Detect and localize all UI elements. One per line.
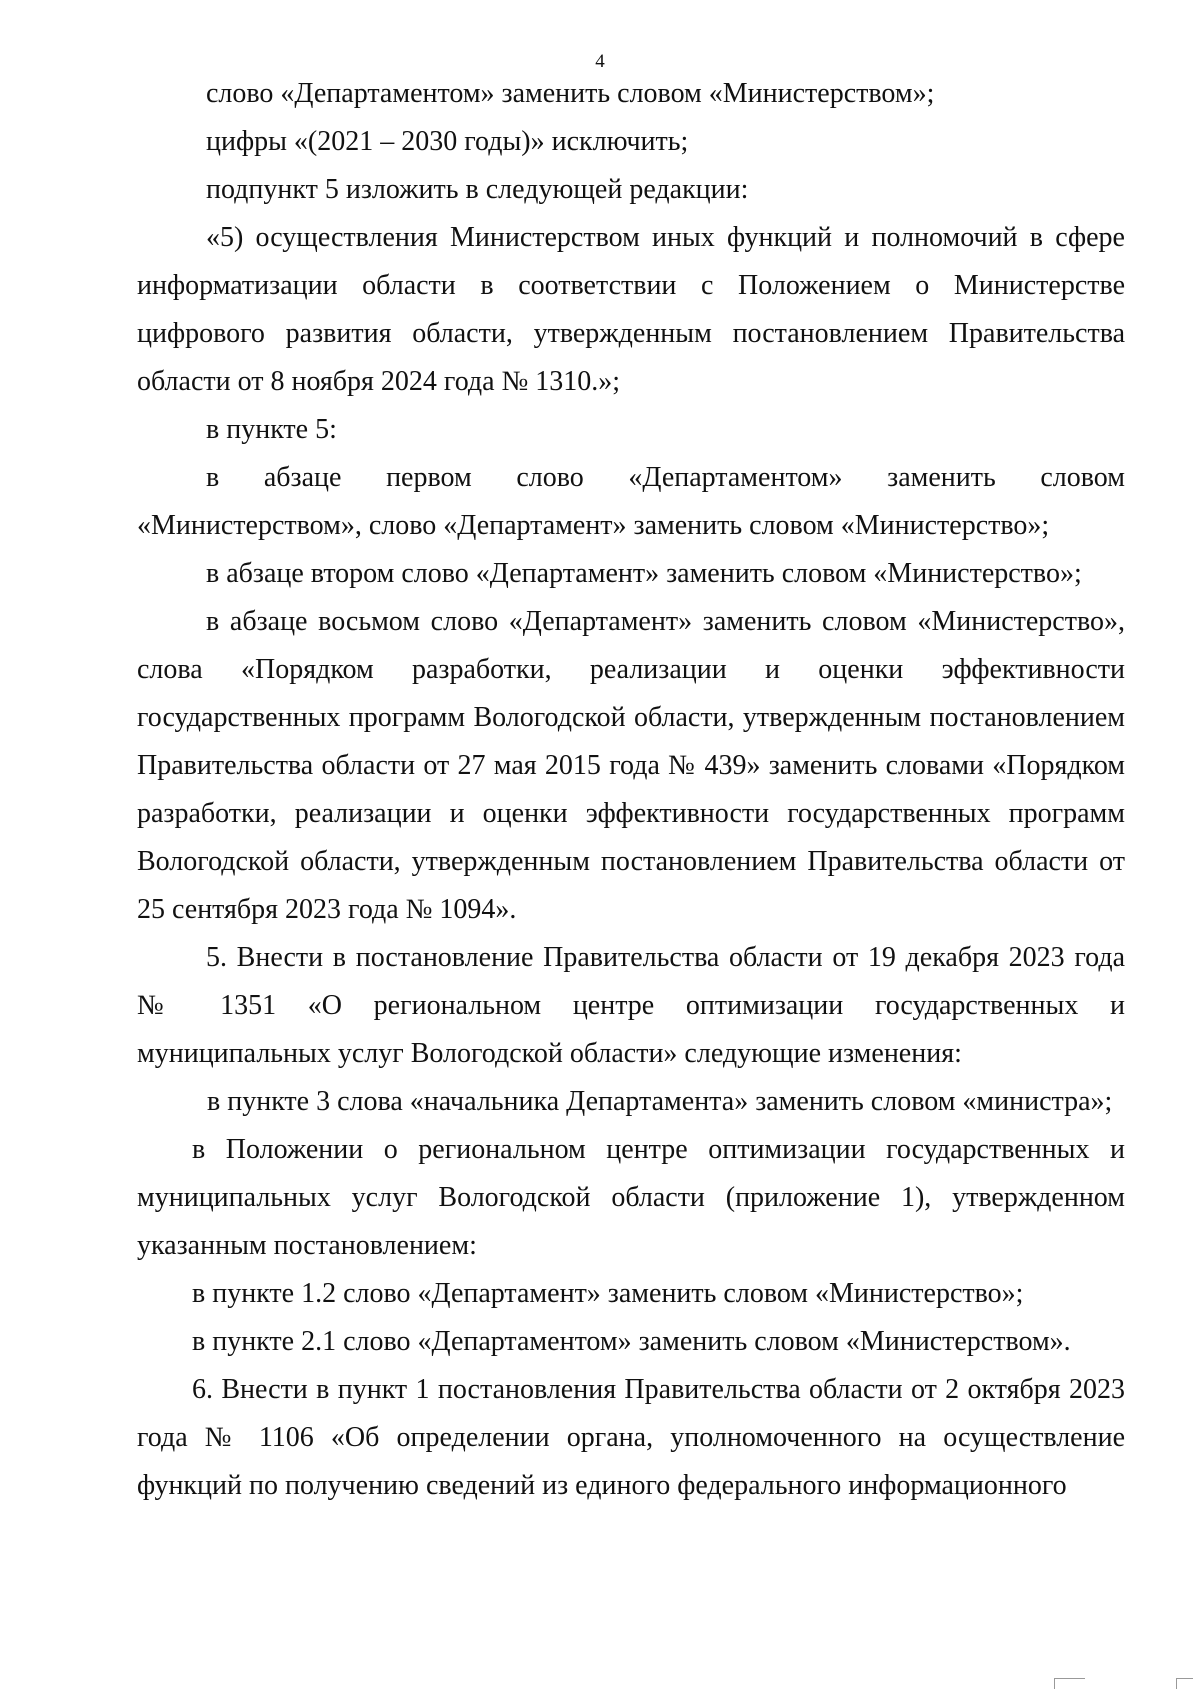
numbered-paragraph: 6. Внести в пункт 1 постановления Правительства области от 2 октября 2023 года № 1106 «Об определении органа, уполномоченного на осуществление функций по получению сведений из единого федерального информационного: [137, 1374, 1125, 1501]
page-number: 4: [595, 51, 605, 72]
paragraph: в пункте 3 слова «начальника Департамента» заменить словом «министра»;: [207, 1086, 1113, 1117]
paragraph: «5) осуществления Министерством иных функций и полномочий в сфере информатизации области в соответствии с Положением о Министерстве цифрового развития области, утвержденным постановлением Правительства области от 8 ноября 2024 года № 1310.»;: [137, 222, 1125, 397]
scan-artifact: [1176, 1678, 1193, 1689]
document-body: [137, 70, 1125, 1510]
paragraph: слово «Департаментом» заменить словом «Министерством»;: [206, 78, 935, 109]
paragraph: в абзаце втором слово «Департамент» заменить словом «Министерство»;: [206, 558, 1082, 589]
paragraph: в пункте 1.2 слово «Департамент» заменить словом «Министерство»;: [192, 1278, 1024, 1309]
numbered-paragraph: 5. Внести в постановление Правительства области от 19 декабря 2023 года № 1351 «О региональном центре оптимизации государственных и муниципальных услуг Вологодской области» следующие изменения:: [137, 942, 1125, 1069]
paragraph: подпункт 5 изложить в следующей редакции:: [206, 174, 749, 205]
paragraph: в абзаце первом слово «Департаментом» заменить словом «Министерством», слово «Департамент» заменить словом «Министерство»;: [137, 462, 1125, 541]
paragraph: в абзаце восьмом слово «Департамент» заменить словом «Министерство», слова «Порядком разработки, реализации и оценки эффективности государственных программ Вологодской области, утвержденным постановлением Правительства области от 27 мая 2015 года № 439» заменить словами «Порядком разработки, реализации и оценки эффективности государственных программ Вологодской области, утвержденным постановлением Правительства области от 25 сентября 2023 года № 1094».: [137, 606, 1125, 925]
paragraph: в пункте 2.1 слово «Департаментом» заменить словом «Министерством».: [192, 1326, 1071, 1357]
paragraph: в пункте 5:: [206, 414, 337, 445]
scan-artifact: [1054, 1678, 1085, 1689]
paragraph: цифры «(2021 – 2030 годы)» исключить;: [206, 126, 689, 157]
paragraph: в Положении о региональном центре оптимизации государственных и муниципальных услуг Вологодской области (приложение 1), утвержденном указанным постановлением:: [137, 1134, 1125, 1261]
